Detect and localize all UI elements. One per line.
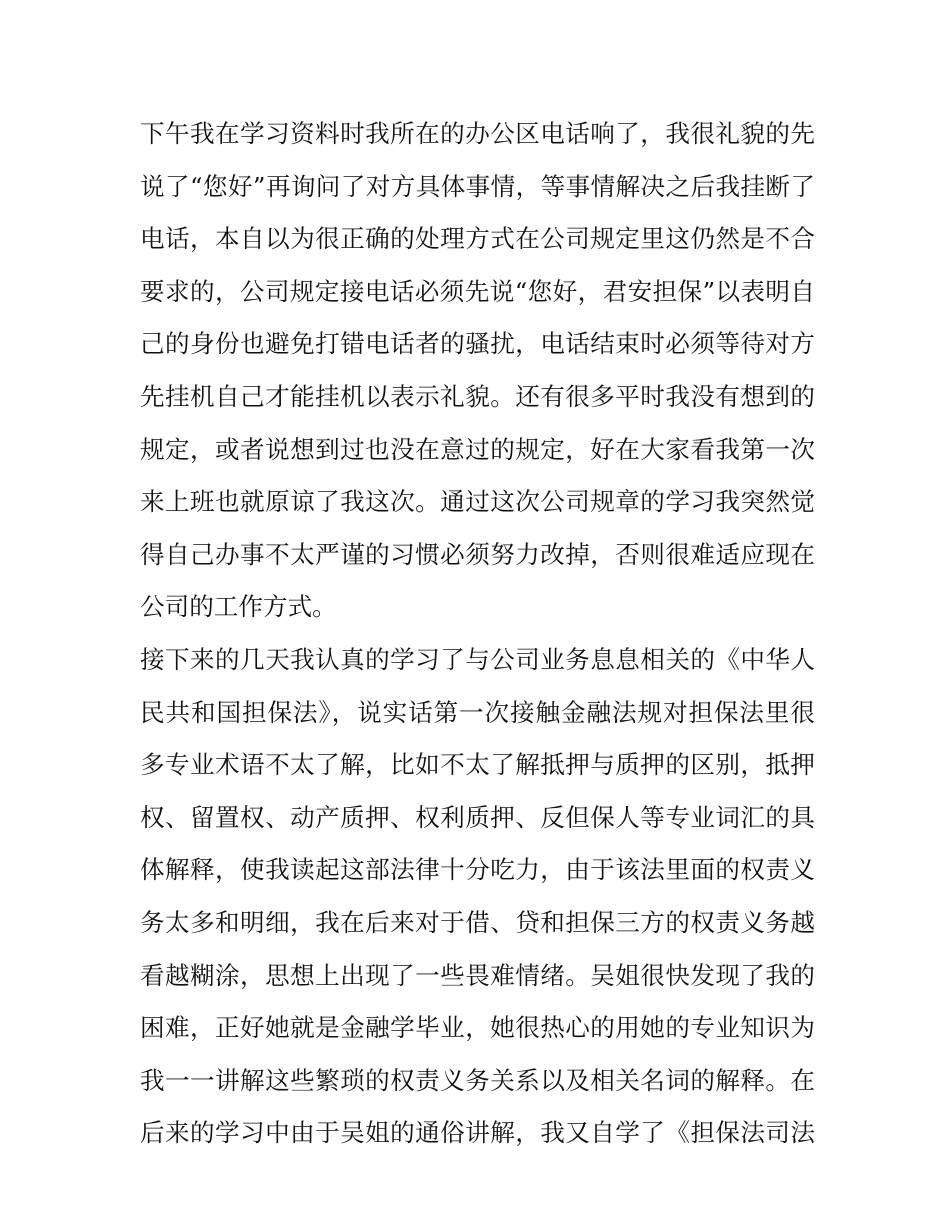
paragraph-1 (140, 108, 815, 634)
text-line: 先挂机自己才能挂机以表示礼貌。还有很多平时我没有想到的 (140, 381, 815, 411)
paragraph-2 (140, 634, 815, 1160)
text-line: 看越糊涂，思想上出现了一些畏难情绪。吴姐很快发现了我的 (140, 960, 815, 990)
text-line: 接下来的几天我认真的学习了与公司业务息息相关的《中华人 (140, 644, 815, 674)
text-line: 说了“您好”再询问了对方具体事情，等事情解决之后我挂断了 (140, 171, 815, 201)
text-line: 权、留置权、动产质押、权利质押、反但保人等专业词汇的具 (140, 802, 815, 832)
text-line: 务太多和明细，我在后来对于借、贷和担保三方的权责义务越 (140, 907, 815, 937)
text-line: 我一一讲解这些繁琐的权责义务关系以及相关名词的解释。在 (140, 1065, 815, 1095)
text-line: 后来的学习中由于吴姐的通俗讲解，我又自学了《担保法司法 (140, 1118, 815, 1148)
text-line: 得自己办事不太严谨的习惯必须努力改掉，否则很难适应现在 (140, 539, 815, 569)
text-line: 困难，正好她就是金融学毕业，她很热心的用她的专业知识为 (140, 1013, 815, 1043)
text-line: 己的身份也避免打错电话者的骚扰，电话结束时必须等待对方 (140, 329, 815, 359)
text-line: 规定，或者说想到过也没在意过的规定，好在大家看我第一次 (140, 434, 815, 464)
text-line: 体解释，使我读起这部法律十分吃力，由于该法里面的权责义 (140, 855, 815, 885)
text-line: 多专业术语不太了解，比如不太了解抵押与质押的区别，抵押 (140, 750, 815, 780)
text-line: 民共和国担保法》，说实话第一次接触金融法规对担保法里很 (140, 697, 815, 727)
text-line: 电话，本自以为很正确的处理方式在公司规定里这仍然是不合 (140, 224, 815, 254)
document-body (140, 108, 815, 1160)
text-line: 公司的工作方式。 (140, 592, 337, 622)
text-line: 要求的，公司规定接电话必须先说“您好，君安担保”以表明自 (140, 276, 815, 306)
text-line: 下午我在学习资料时我所在的办公区电话响了，我很礼貌的先 (140, 119, 815, 148)
text-line: 来上班也就原谅了我这次。通过这次公司规章的学习我突然觉 (140, 487, 815, 517)
